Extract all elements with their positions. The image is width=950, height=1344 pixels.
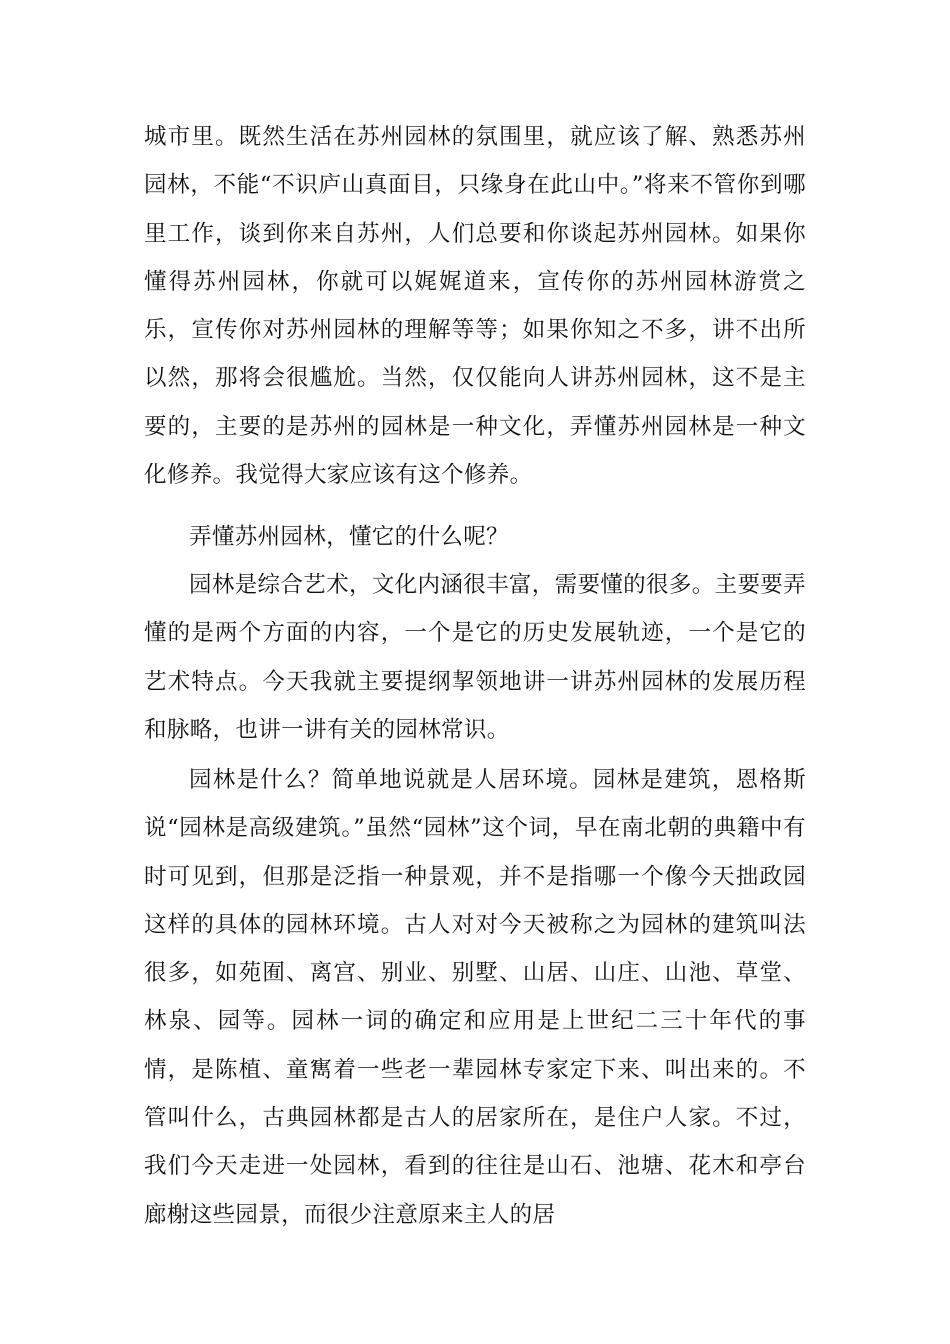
paragraph-question: 弄懂苏州园林，懂它的什么呢？: [189, 524, 509, 550]
paragraph-art-overview: 园林是综合艺术，文化内涵很丰富，需要懂的很多。主要要弄懂的是两个方面的内容，一个是它的历史发展轨迹，一个是它的艺术特点。今天我就主要提纲挈领地讲一讲苏州园林的发展历程和脉略，也讲一讲有关的园林常识。: [144, 572, 806, 743]
paragraph-garden-definition: 园林是什么？简单地说就是人居环境。园林是建筑，恩格斯说“园林是高级建筑。”虽然“园林”这个词，早在南北朝的典籍中有时可见到，但那是泛指一种景观，并不是指哪一个像今天拙政园这样的具体的园林环境。古人对对今天被称之为园林的建筑叫法很多，如苑囿、离宫、别业、别墅、山居、山庄、山池、草堂、林泉、园等。园林一词的确定和应用是上世纪二三十年代的事情，是陈植、童寯着一些老一辈园林专家定下来、叫出来的。不管叫什么，古典园林都是古人的居家所在，是住户人家。不过，我们今天走进一处园林，看到的往往是山石、池塘、花木和亭台廊榭这些园景，而很少注意原来主人的居: [144, 767, 806, 1228]
paragraph-continuation: 城市里。既然生活在苏州园林的氛围里，就应该了解、熟悉苏州园林，不能“不识庐山真面目，只缘身在此山中。”将来不管你到哪里工作，谈到你来自苏州，人们总要和你谈起苏州园林。如果你懂得苏州园林，你就可以娓娓道来，宣传你的苏州园林游赏之乐，宣传你对苏州园林的理解等等；如果你知之不多，讲不出所以然，那将会很尴尬。当然，仅仅能向人讲苏州园林，这不是主要的，主要的是苏州的园林是一种文化，弄懂苏州园林是一种文化修养。我觉得大家应该有这个修养。: [144, 124, 806, 489]
